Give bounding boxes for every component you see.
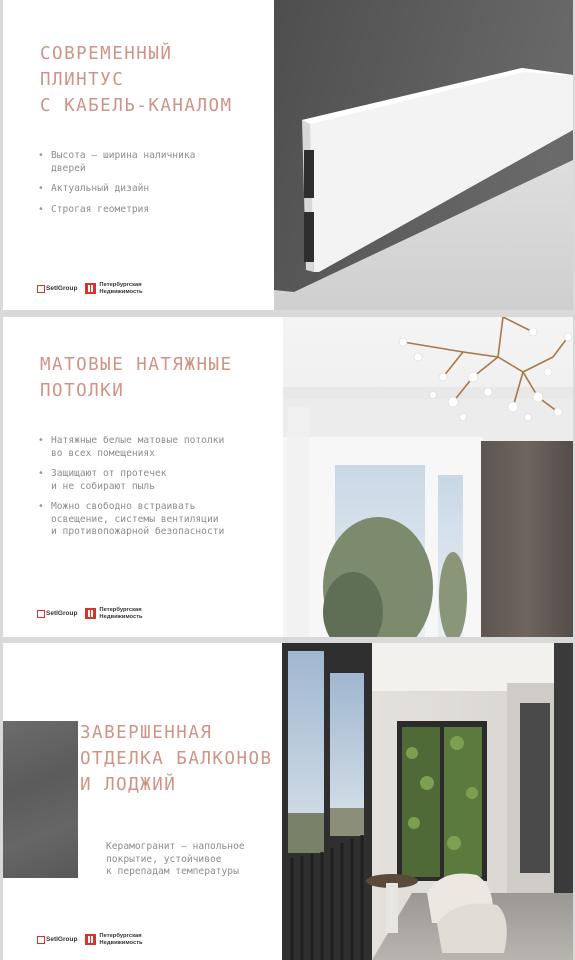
brand-logos: [37, 607, 143, 620]
feature-list: [38, 150, 195, 224]
title-line: ПЛИНТУС: [40, 70, 125, 90]
title-line: ОТДЕЛКА БАЛКОНОВ: [80, 749, 273, 769]
title-line: И ЛОДЖИЙ: [80, 775, 177, 795]
setlgroup-logo-icon: [37, 936, 45, 944]
slide-ceiling: [3, 317, 573, 637]
title-line: ПОТОЛКИ: [40, 381, 125, 401]
baseboard-photo: [274, 0, 573, 310]
peterburg-logo-icon: [85, 934, 96, 945]
ceiling-photo: [283, 317, 573, 637]
title-line: С КАБЕЛЬ-КАНАЛОМ: [40, 96, 233, 116]
setlgroup-logo: SetlGroup: [37, 285, 77, 293]
slide-balcony: [3, 643, 573, 960]
peterburg-logo: Петербургская Недвижимость: [85, 282, 142, 295]
setlgroup-logo: SetlGroup: [37, 610, 77, 618]
balcony-photo: [282, 643, 573, 960]
brand-logos: [37, 282, 143, 295]
feature-item: • Высота – ширина наличника дверей: [38, 150, 195, 175]
feature-item: • Строгая геометрия: [38, 204, 195, 217]
peterburg-logo-icon: [85, 283, 96, 294]
feature-item: • Можно свободно встраивать освещение, системы вентиляции и противопожарной безопасности: [38, 501, 224, 539]
setlgroup-logo-icon: [37, 610, 45, 618]
slide-title: [40, 41, 233, 119]
setlgroup-logo: SetlGroup: [37, 936, 77, 944]
slide-title: [80, 720, 273, 798]
title-line: ЗАВЕРШЕННАЯ: [80, 723, 213, 743]
feature-item: • Натяжные белые матовые потолки во всех помещениях: [38, 435, 224, 460]
feature-list: [38, 435, 224, 547]
setlgroup-logo-icon: [37, 285, 45, 293]
peterburg-logo: Петербургская Недвижимость: [85, 933, 142, 946]
porcelain-tile-sample: [3, 721, 78, 878]
brand-logos: [37, 933, 143, 946]
peterburg-logo-icon: [85, 608, 96, 619]
slide-title: [40, 352, 233, 404]
finish-description: Керамогранит – напольное покрытие, устойчивое к перепадам температуры: [106, 841, 245, 877]
slide-baseboard: [3, 0, 573, 310]
peterburg-logo: Петербургская Недвижимость: [85, 607, 142, 620]
feature-item: • Защищают от протечек и не собирают пыль: [38, 468, 224, 493]
title-line: МАТОВЫЕ НАТЯЖНЫЕ: [40, 355, 233, 375]
feature-item: • Актуальный дизайн: [38, 183, 195, 196]
title-line: СОВРЕМЕННЫЙ: [40, 44, 173, 64]
